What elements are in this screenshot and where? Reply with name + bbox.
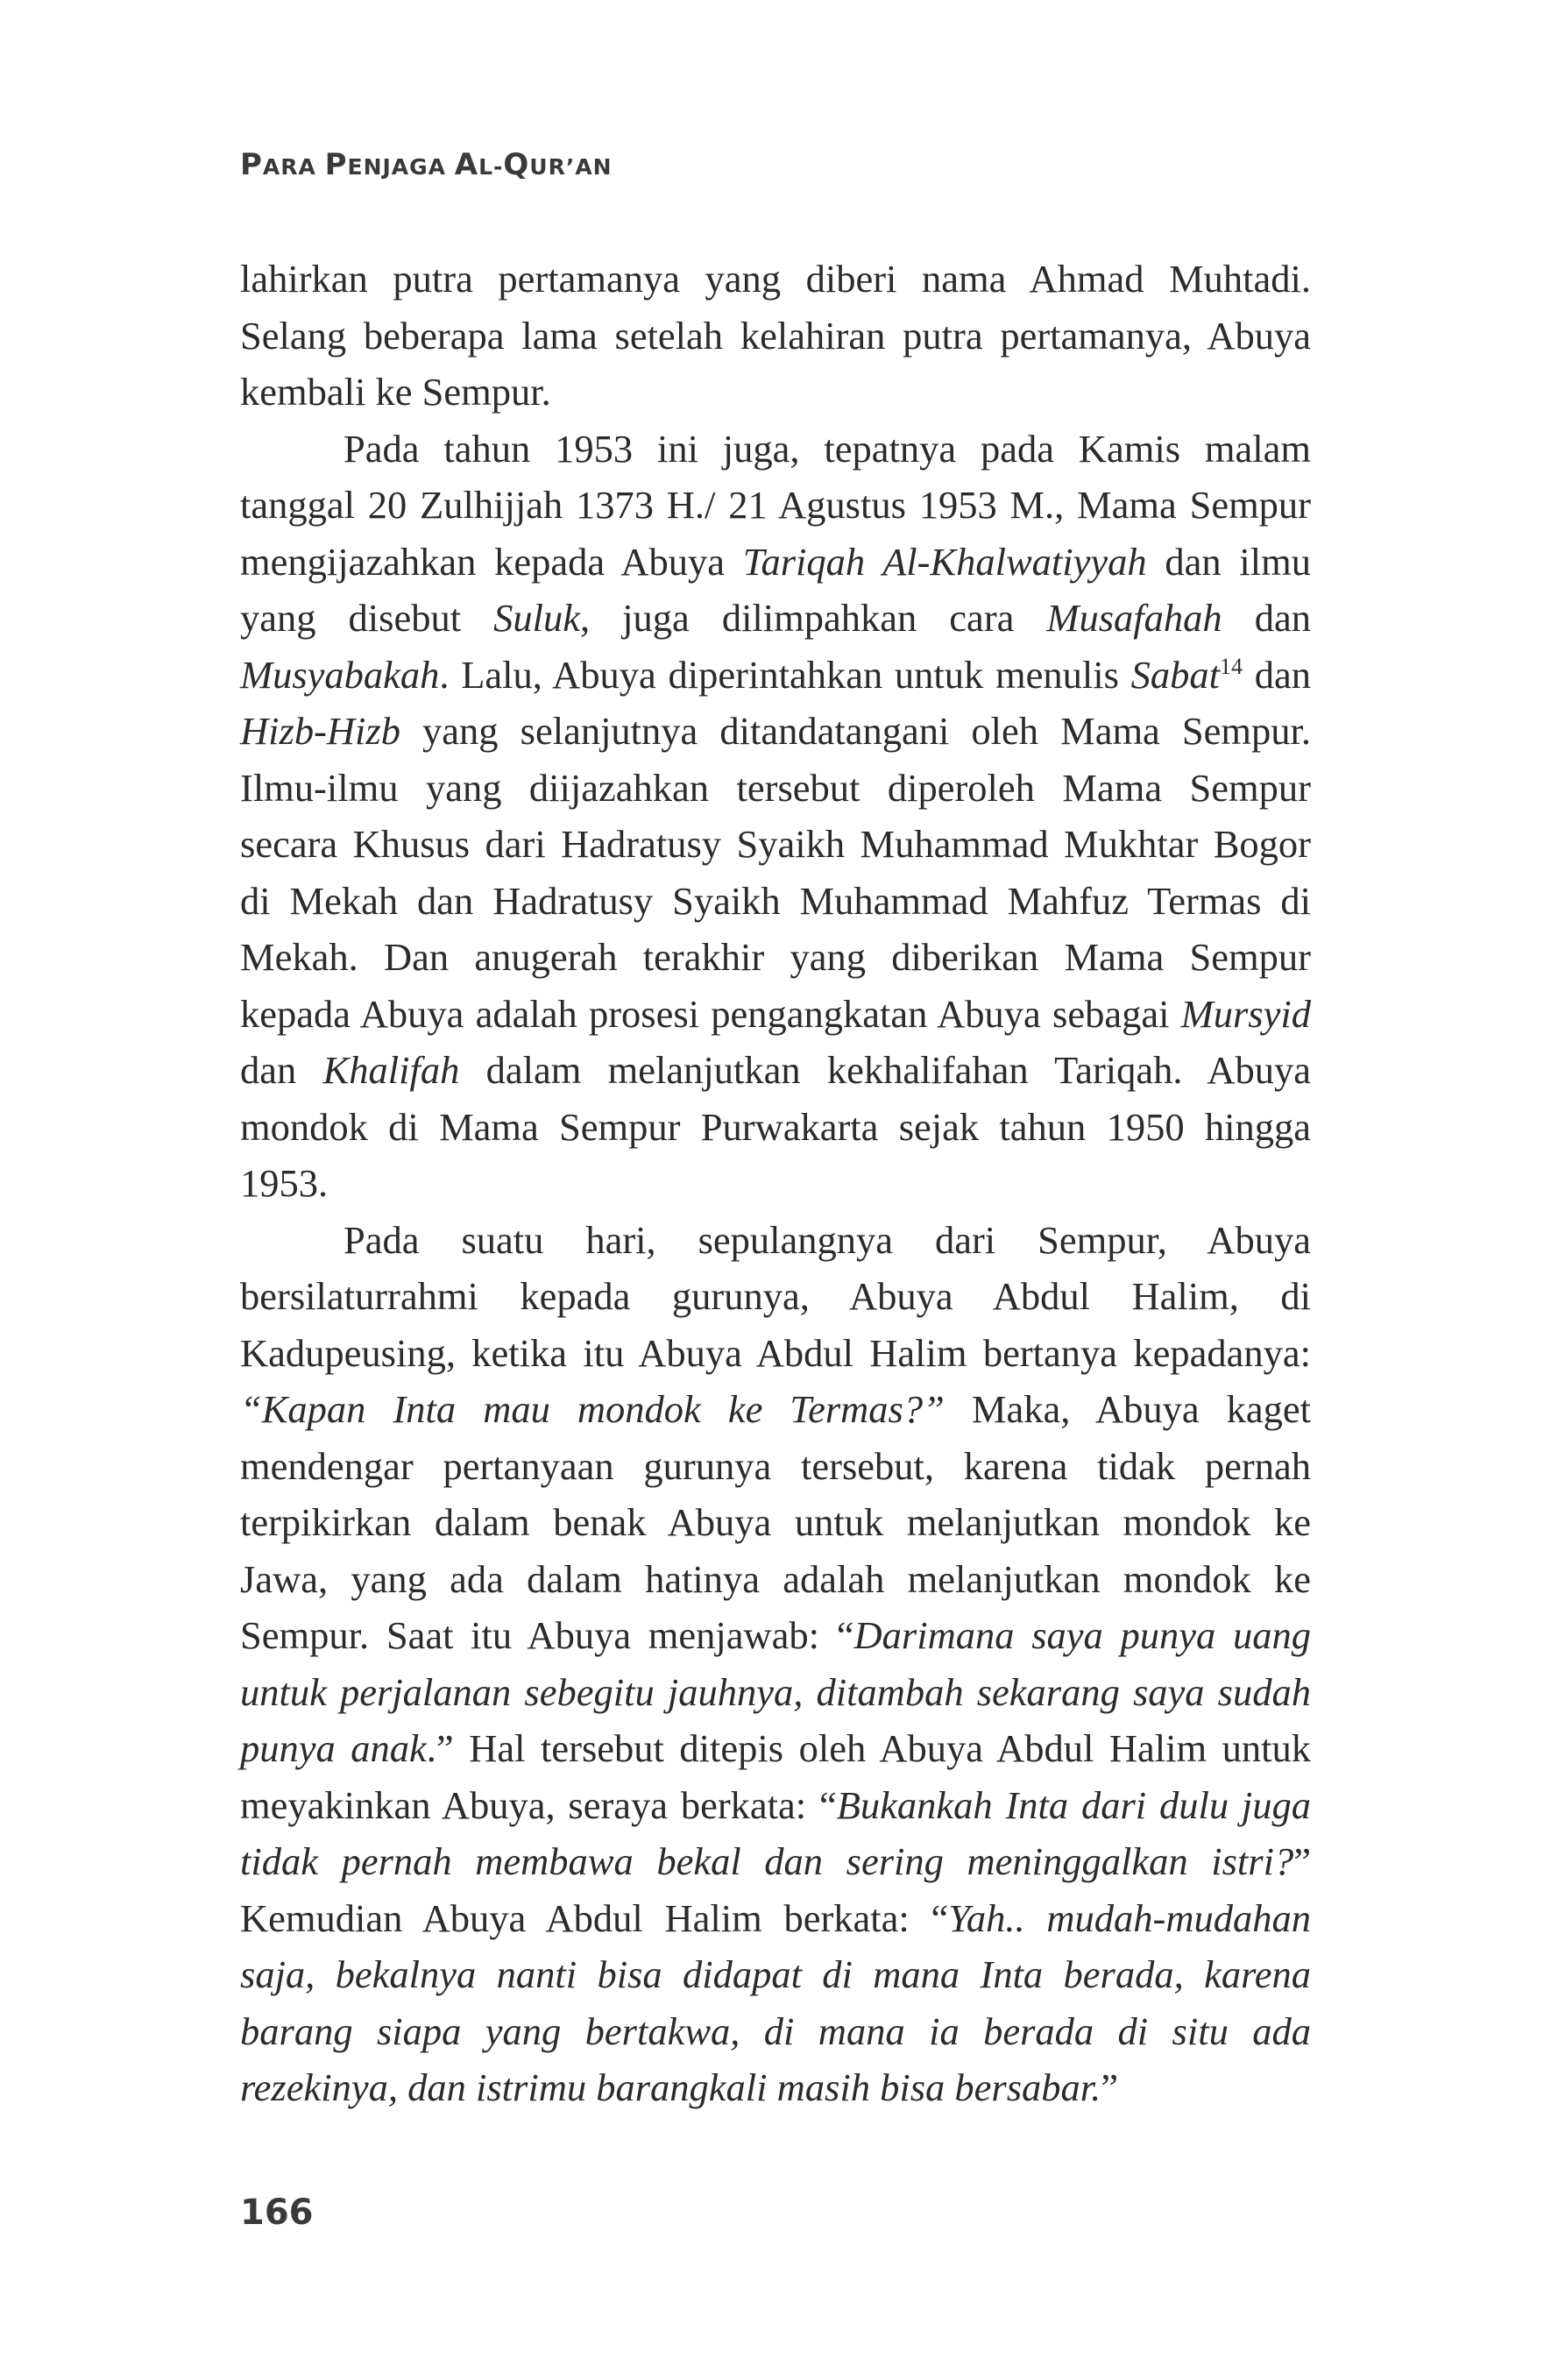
running-head-smallcaps: ENJAGA — [347, 154, 455, 180]
text-run: dalam melanjutkan kekhalifahan Tariqah. Abuya mondok di Mama Sempur Purwakarta sejak tahun 1950 hingga 1953. — [240, 1048, 1311, 1205]
running-head-smallcaps: L- — [478, 154, 504, 180]
text-run: ” Kemudian Abuya Abdul Halim berkata: “ — [240, 1839, 1311, 1940]
text-run: ” — [1101, 2065, 1119, 2109]
text-run: dan — [1222, 596, 1311, 640]
italic-term: Suluk — [493, 596, 580, 640]
text-run: dan ilmu yang disebut — [240, 539, 1311, 640]
paragraph — [240, 421, 1311, 1212]
running-head-cap: Q — [503, 147, 530, 182]
running-head-cap: P — [324, 147, 348, 182]
paragraph — [240, 1212, 1311, 2116]
italic-term: Khalifah — [322, 1048, 460, 1092]
italic-term: Hizb-Hizb — [240, 709, 400, 753]
italic-term: Tariqah Al-Khalwatiyyah — [742, 539, 1147, 584]
italic-term: Musafahah — [1046, 596, 1222, 640]
page-number: 166 — [240, 2192, 314, 2233]
text-run: , juga dilimpahkan cara — [580, 596, 1047, 640]
text-run: yang selanjutnya ditandatangani oleh Mama Sempur. Ilmu-ilmu yang diijazahkan tersebut diperoleh Mama Sempur secara Khusus dari Hadratusy Syaikh Muhammad Mukhtar Bogor di Mekah dan Hadratusy Syaikh Muhammad Mahfuz Termas di Mekah. Dan anugerah terakhir yang diberikan Mama Sempur kepada Abuya adalah prosesi pengangkatan Abuya sebagai — [240, 709, 1311, 1036]
italic-term: “Kapan Inta mau mondok ke Termas?” — [240, 1387, 945, 1431]
paragraph — [240, 251, 1311, 421]
italic-term: Mursyid — [1180, 991, 1311, 1036]
text-run: Pada suatu hari, sepulangnya dari Sempur, Abuya bersilaturrahmi kepada gurunya, Abuya Abdul Halim, di Kadupeusing, ketika itu Abuya Abdul Halim bertanya kepadanya: — [240, 1217, 1311, 1375]
text-run: . Lalu, Abuya diperintahkan untuk menulis — [439, 652, 1131, 697]
italic-term: Bukankah Inta dari dulu juga tidak pernah membawa bekal dan sering meninggalkan istri? — [240, 1782, 1312, 1883]
text-run: dan — [240, 1048, 323, 1092]
running-head — [240, 147, 613, 182]
body-text — [240, 251, 1311, 2116]
text-run: Pada tahun 1953 ini juga, tepatnya pada Kamis malam tanggal 20 Zulhijjah 1373 H./ 21 Agustus 1953 M., Mama Sempur mengijazahkan kepada Abuya — [240, 426, 1311, 584]
text-run: Maka, Abuya kaget mendengar pertanyaan gurunya tersebut, karena tidak pernah terpikirkan dalam benak Abuya untuk melanjutkan mondok ke Jawa, yang ada dalam hatinya adalah melanjutkan mondok ke Sempur. Saat itu Abuya menjawab: “ — [240, 1387, 1311, 1657]
running-head-cap: P — [240, 147, 263, 182]
text-run: .” Hal tersebut ditepis oleh Abuya Abdul Halim untuk meyakinkan Abuya, seraya berkata: “ — [240, 1726, 1311, 1827]
text-run: dan — [1243, 652, 1311, 697]
footnote-ref: 14 — [1220, 653, 1243, 679]
running-head-smallcaps: ARA — [262, 154, 325, 180]
italic-term: Musyabakah — [240, 652, 440, 697]
italic-term: Darimana saya punya uang untuk perjalanan sebegitu jauhnya, ditambah sekarang saya sudah punya anak — [240, 1613, 1312, 1770]
text-run: lahirkan putra pertamanya yang diberi nama Ahmad Muhtadi. Selang beberapa lama setelah kelahiran putra pertamanya, Abuya kembali ke Sempur. — [240, 257, 1311, 414]
italic-term: Yah.. mudah-mudahan saja, bekalnya nanti bisa didapat di mana Inta berada, karena barang siapa yang bertakwa, di mana ia berada di situ ada rezekinya, dan istrimu barangkali masih bisa bersabar. — [240, 1895, 1311, 2109]
italic-term: Sabat — [1130, 652, 1221, 697]
running-head-smallcaps: UR’AN — [529, 154, 613, 180]
running-head-cap: A — [454, 147, 479, 182]
